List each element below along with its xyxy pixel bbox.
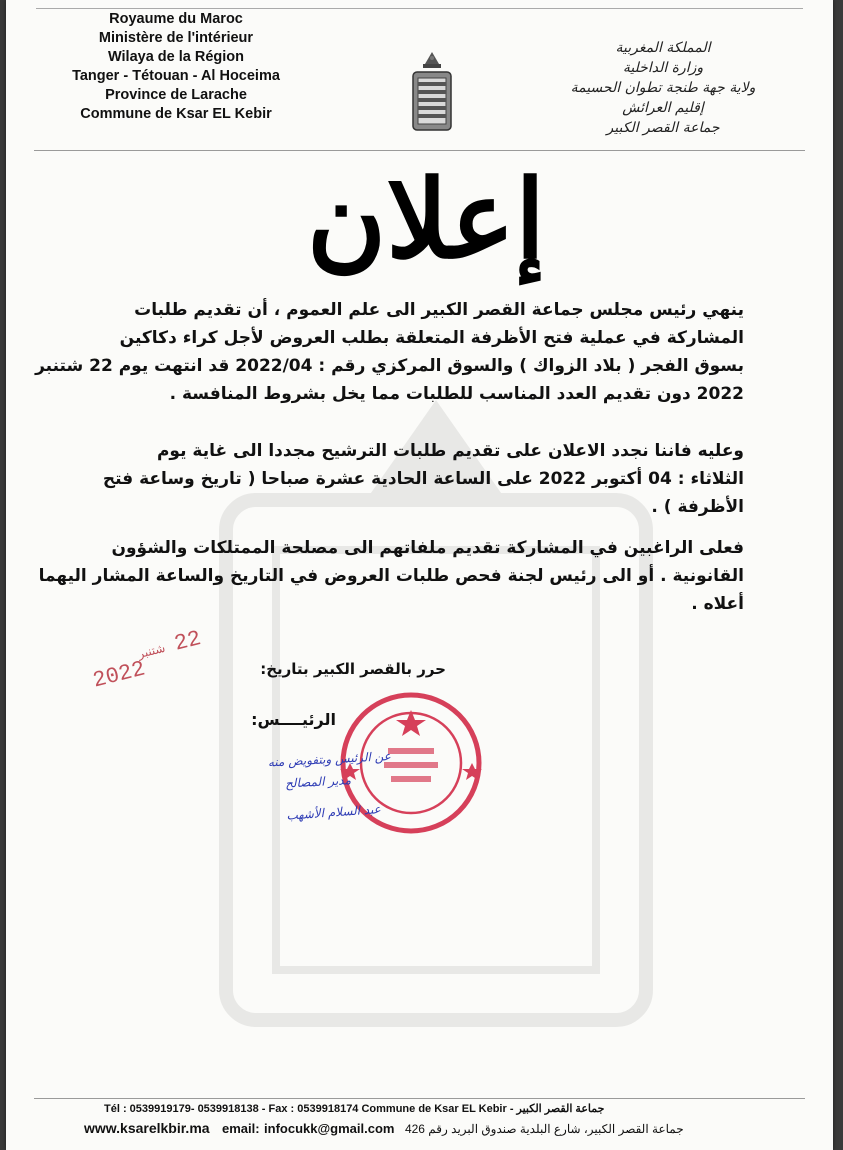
paragraph-3	[38, 534, 744, 618]
header-fr-line: Ministère de l'intérieur	[98, 30, 254, 46]
date-stamp-month: شتنبر	[136, 640, 167, 662]
paragraph-2	[102, 437, 744, 521]
header-ar-line: وزارة الداخلية	[622, 60, 704, 76]
signature-line: عن الرئيس وبتفويض منه	[267, 749, 392, 770]
header-fr-line: Commune de Ksar EL Kebir	[80, 106, 272, 122]
footer-address-line	[84, 1120, 784, 1138]
paragraph-line: أعلاه .	[691, 594, 744, 614]
header-ar-line: إقليم العرائش	[622, 100, 704, 116]
date-stamp-day: 22	[171, 626, 204, 657]
announcement-title: إعلان	[306, 157, 546, 283]
paragraph-line: القانونية . أو الى رئيس لجنة فحص طلبات العروض في التاريخ والساعة المشار اليهما	[38, 566, 744, 586]
footer-email-link[interactable]: infocukk@gmail.com	[264, 1121, 395, 1136]
coat-of-arms-emblem	[411, 50, 453, 132]
header-ar-line: جماعة القصر الكبير	[606, 120, 720, 136]
signature	[201, 750, 391, 830]
footer-contact-line: Tél : 0539919179- 0539918138 - Fax : 0539918174 Commune de Ksar EL Kebir - جماعة القصر الكبير	[104, 1103, 605, 1115]
paragraph-line: وعليه فاننا نجدد الاعلان على تقديم طلبات الترشيح مجددا الى غاية يوم	[156, 441, 744, 461]
footer-website-link[interactable]: www.ksarelkbir.ma	[84, 1120, 210, 1136]
header-fr-line: Royaume du Maroc	[109, 11, 243, 27]
paragraph-line: 2022 دون تقديم العدد المناسب للطلبات مما يخل بشروط المنافسة .	[169, 384, 744, 404]
header-ar-line: ولاية جهة طنجة تطوان الحسيمة	[570, 80, 756, 96]
paragraph-1	[35, 296, 744, 408]
president-label: الرئيــــس:	[251, 710, 336, 729]
signature-line: عبد السلام الأشهب	[285, 802, 382, 823]
paragraph-line: بسوق الفجر ( بلاد الزواك ) والسوق المركزي رقم : 2022/04 قد انتهت يوم 22 شتنبر	[35, 356, 744, 376]
header-fr-line: Wilaya de la Région	[107, 49, 245, 65]
paragraph-line: المشاركة في عملية فتح الأظرفة المتعلقة بطلب العروض لأجل كراء دكاكين	[119, 328, 744, 348]
header-fr-line: Province de Larache	[105, 87, 247, 103]
paragraph-line: الأظرفة ) .	[651, 497, 744, 517]
top-border	[36, 8, 803, 9]
footer-email-label: email:	[222, 1121, 260, 1136]
paragraph-line: ينهي رئيس مجلس جماعة القصر الكبير الى علم العموم ، أن تقديم طلبات	[134, 300, 744, 320]
paragraph-line: فعلى الراغبين في المشاركة تقديم ملفاتهم الى مصلحة الممتلكات والشؤون	[111, 538, 744, 558]
paragraph-line: الثلاثاء : 04 أكتوبر 2022 على الساعة الحادية عشرة صباحا ( تاريخ وساعة فتح	[102, 469, 744, 489]
footer-postal-address: جماعة القصر الكبير، شارع البلدية صندوق البريد رقم 426	[404, 1122, 684, 1136]
header-arabic	[553, 38, 773, 138]
document-page	[6, 0, 833, 1150]
date-stamp-year: 2022	[90, 656, 148, 694]
written-at-label: حرر بالقصر الكبير بتاريخ:	[260, 660, 446, 678]
header-fr-line: Tanger - Tétouan - Al Hoceima	[72, 68, 280, 84]
header-french	[46, 10, 306, 124]
header-ar-line: المملكة المغربية	[615, 40, 711, 56]
signature-line: مدير المصالح	[284, 773, 352, 791]
footer-divider	[34, 1098, 805, 1099]
